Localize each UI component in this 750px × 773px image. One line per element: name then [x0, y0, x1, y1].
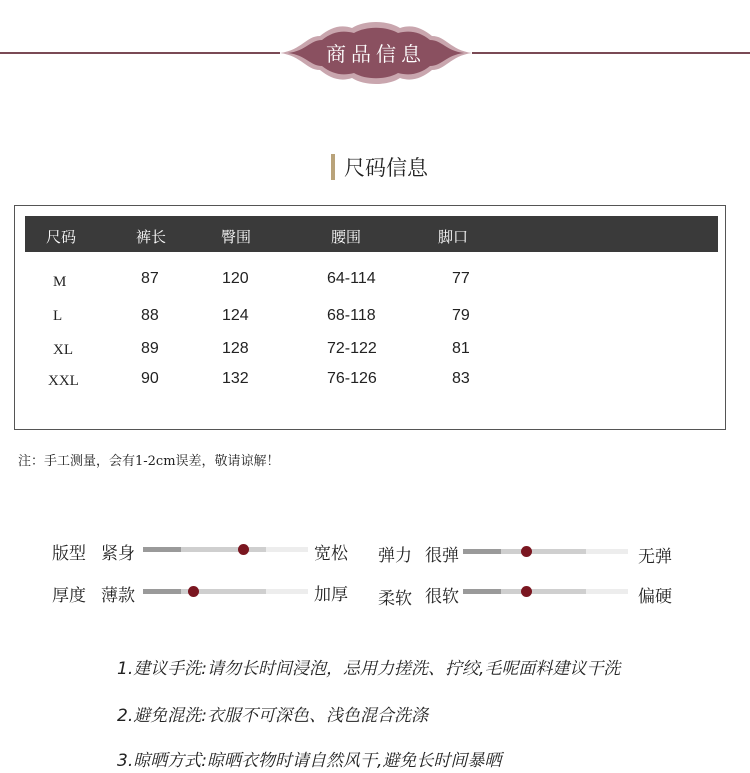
header-size: 尺码	[46, 228, 77, 246]
slider-fit-track	[143, 547, 308, 552]
slider-thickness-min: 薄款	[101, 586, 135, 606]
slider-softness-knob	[521, 586, 532, 597]
slider-fit-knob	[238, 544, 249, 555]
care-instruction-3: 3.晾晒方式:晾晒衣物时请自然风干,避免长时间暴晒	[117, 751, 502, 771]
header-line-left	[0, 52, 280, 54]
banner-title: 商品信息	[326, 42, 426, 66]
slider-thickness-label: 厚度	[52, 586, 86, 606]
header-hip: 臀围	[221, 228, 252, 246]
slider-elastic-min: 很弹	[425, 546, 459, 566]
slider-elastic-max: 无弹	[638, 547, 672, 567]
slider-softness-max: 偏硬	[638, 587, 672, 607]
size-table-header	[25, 216, 718, 252]
cell-length: 87	[141, 270, 159, 287]
slider-thickness-track	[143, 589, 308, 594]
cell-waist: 72-122	[327, 340, 377, 357]
slider-elastic-knob	[521, 546, 532, 557]
cell-hem: 79	[452, 307, 470, 324]
slider-thickness-max: 加厚	[314, 585, 348, 605]
slider-softness-track	[463, 589, 628, 594]
slider-elastic-label: 弹力	[378, 546, 412, 566]
cell-length: 88	[141, 307, 159, 324]
cell-hip: 124	[222, 307, 249, 324]
header-line-right	[472, 52, 750, 54]
section-accent-bar	[331, 154, 335, 180]
header-hem: 脚口	[438, 228, 469, 246]
cell-size: XL	[53, 342, 73, 358]
cell-hip: 128	[222, 340, 249, 357]
care-instruction-1: 1.建议手洗:请勿长时间浸泡，忌用力搓洗、拧绞,毛呢面料建议干洗	[117, 659, 621, 679]
slider-fit-min: 紧身	[101, 544, 135, 564]
section-title: 尺码信息	[344, 156, 428, 180]
cell-hem: 77	[452, 270, 470, 287]
cell-hem: 81	[452, 340, 470, 357]
cell-size: L	[53, 308, 63, 324]
header-waist: 腰围	[331, 228, 362, 246]
cell-length: 89	[141, 340, 159, 357]
slider-thickness-knob	[188, 586, 199, 597]
cell-length: 90	[141, 370, 159, 387]
slider-softness-label: 柔软	[378, 589, 412, 609]
slider-fit-label: 版型	[52, 544, 86, 564]
cell-size: M	[53, 274, 67, 290]
cell-waist: 68-118	[327, 307, 376, 324]
cell-waist: 76-126	[327, 370, 377, 387]
cell-size: XXL	[48, 373, 79, 389]
measurement-note: 注：手工测量，会有1-2cm误差，敬请谅解！	[18, 454, 280, 469]
header-length: 裤长	[136, 228, 167, 246]
cell-hem: 83	[452, 370, 470, 387]
slider-softness-min: 很软	[425, 587, 459, 607]
care-instruction-2: 2.避免混洗:衣服不可深色、浅色混合洗涤	[117, 706, 428, 726]
cell-hip: 132	[222, 370, 249, 387]
slider-elastic-track	[463, 549, 628, 554]
cell-hip: 120	[222, 270, 249, 287]
cell-waist: 64-114	[327, 270, 376, 287]
slider-fit-max: 宽松	[314, 544, 348, 564]
